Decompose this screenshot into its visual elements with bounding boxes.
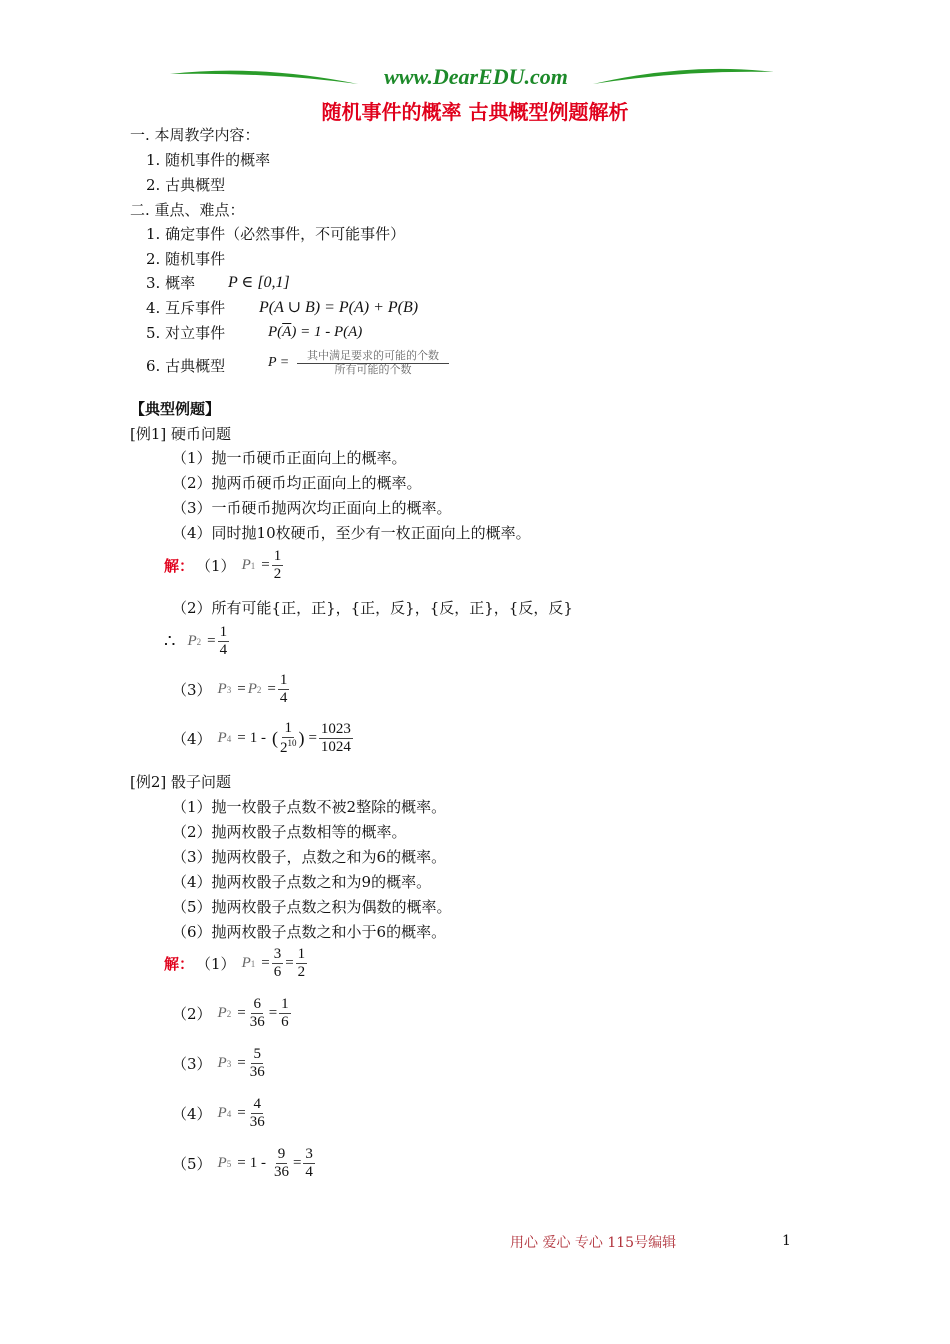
question: （5）抛两枚骰子点数之积为偶数的概率。 (172, 898, 452, 916)
fraction (297, 350, 449, 376)
denominator: 36 (249, 1114, 265, 1131)
numerator: 1 (278, 672, 290, 690)
fraction (278, 672, 290, 708)
math-symbol: = (285, 955, 294, 972)
numerator: 3 (303, 1146, 315, 1164)
fraction (272, 1146, 291, 1182)
example-title: [例1] 硬币问题 (130, 425, 232, 443)
solution-line (172, 1096, 267, 1132)
denominator: 2 (297, 964, 306, 981)
math-symbol: = (292, 1155, 302, 1172)
denominator: 4 (305, 1164, 313, 1181)
math-symbol: = (237, 1105, 246, 1122)
denominator: 1024 (320, 739, 351, 756)
denominator: 6 (281, 1014, 289, 1031)
math-symbol: P (217, 1105, 227, 1122)
list-item: 3. 概率 (146, 274, 196, 292)
numerator: 其中满足要求的可能的个数 (297, 350, 449, 364)
numerator: 1023 (319, 721, 353, 739)
math-symbol: P (217, 1055, 227, 1072)
formula-probability-range: P ∈ [0,1] (228, 274, 290, 291)
fraction (278, 720, 299, 758)
denominator: 36 (249, 1064, 265, 1081)
formula-part: P( (268, 324, 283, 340)
fraction (248, 996, 267, 1032)
numerator: 1 (272, 548, 284, 566)
numerator: 3 (272, 946, 284, 964)
list-item: 1. 确定事件（必然事件，不可能事件） (146, 225, 406, 243)
math-symbol: = (308, 730, 317, 747)
denominator: 2 (273, 566, 282, 583)
list-item: 4. 互斥事件 (146, 299, 226, 317)
solution-label: 解： (164, 955, 195, 974)
solution-number: （3） (172, 1055, 212, 1074)
formula-mutually-exclusive: P(A ∪ B) = P(A) + P(B) (259, 299, 419, 316)
solution-number: （4） (172, 730, 212, 749)
therefore-symbol: ∴ (164, 631, 176, 653)
numerator: 1 (279, 996, 291, 1014)
question: （6）抛两枚骰子点数之和小于6的概率。 (172, 923, 447, 941)
numerator: 5 (251, 1046, 263, 1064)
subscript: 3 (226, 684, 232, 695)
numerator: 1 (282, 720, 294, 738)
fraction (272, 548, 284, 584)
example-title: [例2] 骰子问题 (130, 773, 232, 791)
question: （2）抛两枚骰子点数相等的概率。 (172, 823, 407, 841)
fraction (218, 624, 230, 660)
math-symbol: P (217, 681, 227, 698)
solution-line (172, 996, 291, 1032)
math-symbol: P (217, 1155, 227, 1172)
denominator: 36 (273, 1164, 289, 1181)
math-symbol: = (261, 557, 270, 574)
solution-line (164, 548, 283, 584)
solution-number: （1） (196, 955, 236, 974)
fraction (248, 1096, 267, 1132)
math-symbol: P (187, 633, 197, 650)
list-item: 2. 随机事件 (146, 250, 226, 268)
subscript: 4 (226, 1108, 232, 1119)
solution-label: 解： (164, 557, 195, 576)
examples-heading: 【典型例题】 (130, 400, 221, 418)
math-symbol: P (217, 1005, 227, 1022)
solution-line (164, 624, 229, 660)
math-symbol: = (207, 633, 216, 650)
site-logo-text: www.DearEDU.com (384, 64, 568, 89)
fraction (296, 946, 308, 982)
denominator: 4 (279, 690, 288, 707)
list-item: 1. 随机事件的概率 (146, 151, 271, 169)
section-heading-content: 一. 本周教学内容： (130, 126, 260, 144)
power-base: 2 (279, 740, 288, 757)
math-symbol: = (267, 681, 276, 698)
solution-number: （5） (172, 1155, 212, 1174)
page-number: 1 (782, 1233, 791, 1249)
list-item: 5. 对立事件 (146, 324, 226, 342)
math-symbol: = (237, 1055, 246, 1072)
subscript: 2 (226, 1008, 232, 1019)
math-symbol: = (268, 1005, 278, 1022)
solution-text: （2）所有可能{正，正}，{正，反}，{反，正}，{反，反} (172, 599, 573, 617)
section-heading-keypoints: 二. 重点、难点： (130, 201, 245, 219)
math-symbol: ( (271, 728, 278, 749)
solution-number: （1） (196, 557, 236, 576)
list-item: 2. 古典概型 (146, 176, 226, 194)
math-symbol: P (217, 730, 227, 747)
subscript: 5 (226, 1158, 232, 1169)
question: （2）抛两币硬币均正面向上的概率。 (172, 474, 422, 492)
fraction (279, 996, 291, 1032)
numerator: 4 (251, 1096, 263, 1114)
question: （1）抛一枚骰子点数不被2整除的概率。 (172, 798, 447, 816)
footer-slogan: 用心 爱心 专心 115号编辑 (510, 1235, 677, 1251)
math-symbol: ) (298, 728, 305, 749)
formula-complement (268, 324, 362, 341)
math-symbol: = (237, 1005, 246, 1022)
denominator: 36 (249, 1014, 265, 1031)
numerator: 6 (251, 996, 263, 1014)
formula-classical (268, 350, 449, 376)
subscript: 4 (226, 733, 232, 744)
math-symbol: P (241, 557, 251, 574)
denominator: 4 (219, 642, 228, 659)
math-symbol: = (237, 730, 246, 747)
question: （4）同时抛10枚硬币，至少有一枚正面向上的概率。 (172, 524, 531, 542)
page-title: 随机事件的概率 古典概型例题解析 (321, 100, 629, 124)
formula-part: $\overline{A}$ (282, 324, 292, 340)
math-symbol: = (237, 681, 246, 698)
denominator (278, 738, 299, 757)
denominator: 所有可能的个数 (334, 363, 412, 376)
site-logo-banner (168, 62, 778, 94)
solution-number: （2） (172, 1005, 212, 1024)
fraction (303, 1146, 315, 1182)
subscript: 3 (226, 1058, 232, 1069)
fraction (272, 946, 284, 982)
subscript: 1 (250, 958, 256, 969)
question: （4）抛两枚骰子点数之和为9的概率。 (172, 873, 432, 891)
math-symbol: = (261, 955, 270, 972)
fraction (319, 721, 353, 757)
question: （3）一币硬币抛两次均正面向上的概率。 (172, 499, 452, 517)
formula-part: ) = 1 - P(A) (291, 324, 363, 340)
solution-line (172, 672, 289, 708)
subscript: 2 (256, 684, 262, 695)
solution-line (172, 1046, 267, 1082)
question: （3）抛两枚骰子，点数之和为6的概率。 (172, 848, 447, 866)
formula-part: P = (268, 355, 290, 371)
solution-line (172, 720, 353, 758)
solution-number: （3） (172, 681, 212, 700)
power-exponent: 10 (287, 738, 297, 749)
subscript: 1 (250, 560, 256, 571)
numerator: 1 (296, 946, 308, 964)
math-symbol: = (237, 1155, 246, 1172)
math-symbol: 1 - (249, 1155, 266, 1172)
math-symbol: P (241, 955, 251, 972)
denominator: 6 (273, 964, 282, 981)
solution-number: （4） (172, 1105, 212, 1124)
solution-line (172, 1146, 315, 1182)
solution-line (164, 946, 307, 982)
math-symbol: 1 - (249, 730, 266, 747)
numerator: 1 (218, 624, 230, 642)
list-item: 6. 古典概型 (146, 357, 226, 375)
question: （1）抛一币硬币正面向上的概率。 (172, 449, 407, 467)
subscript: 2 (196, 636, 202, 647)
numerator: 9 (276, 1146, 288, 1164)
math-symbol: P (247, 681, 257, 698)
fraction (248, 1046, 267, 1082)
